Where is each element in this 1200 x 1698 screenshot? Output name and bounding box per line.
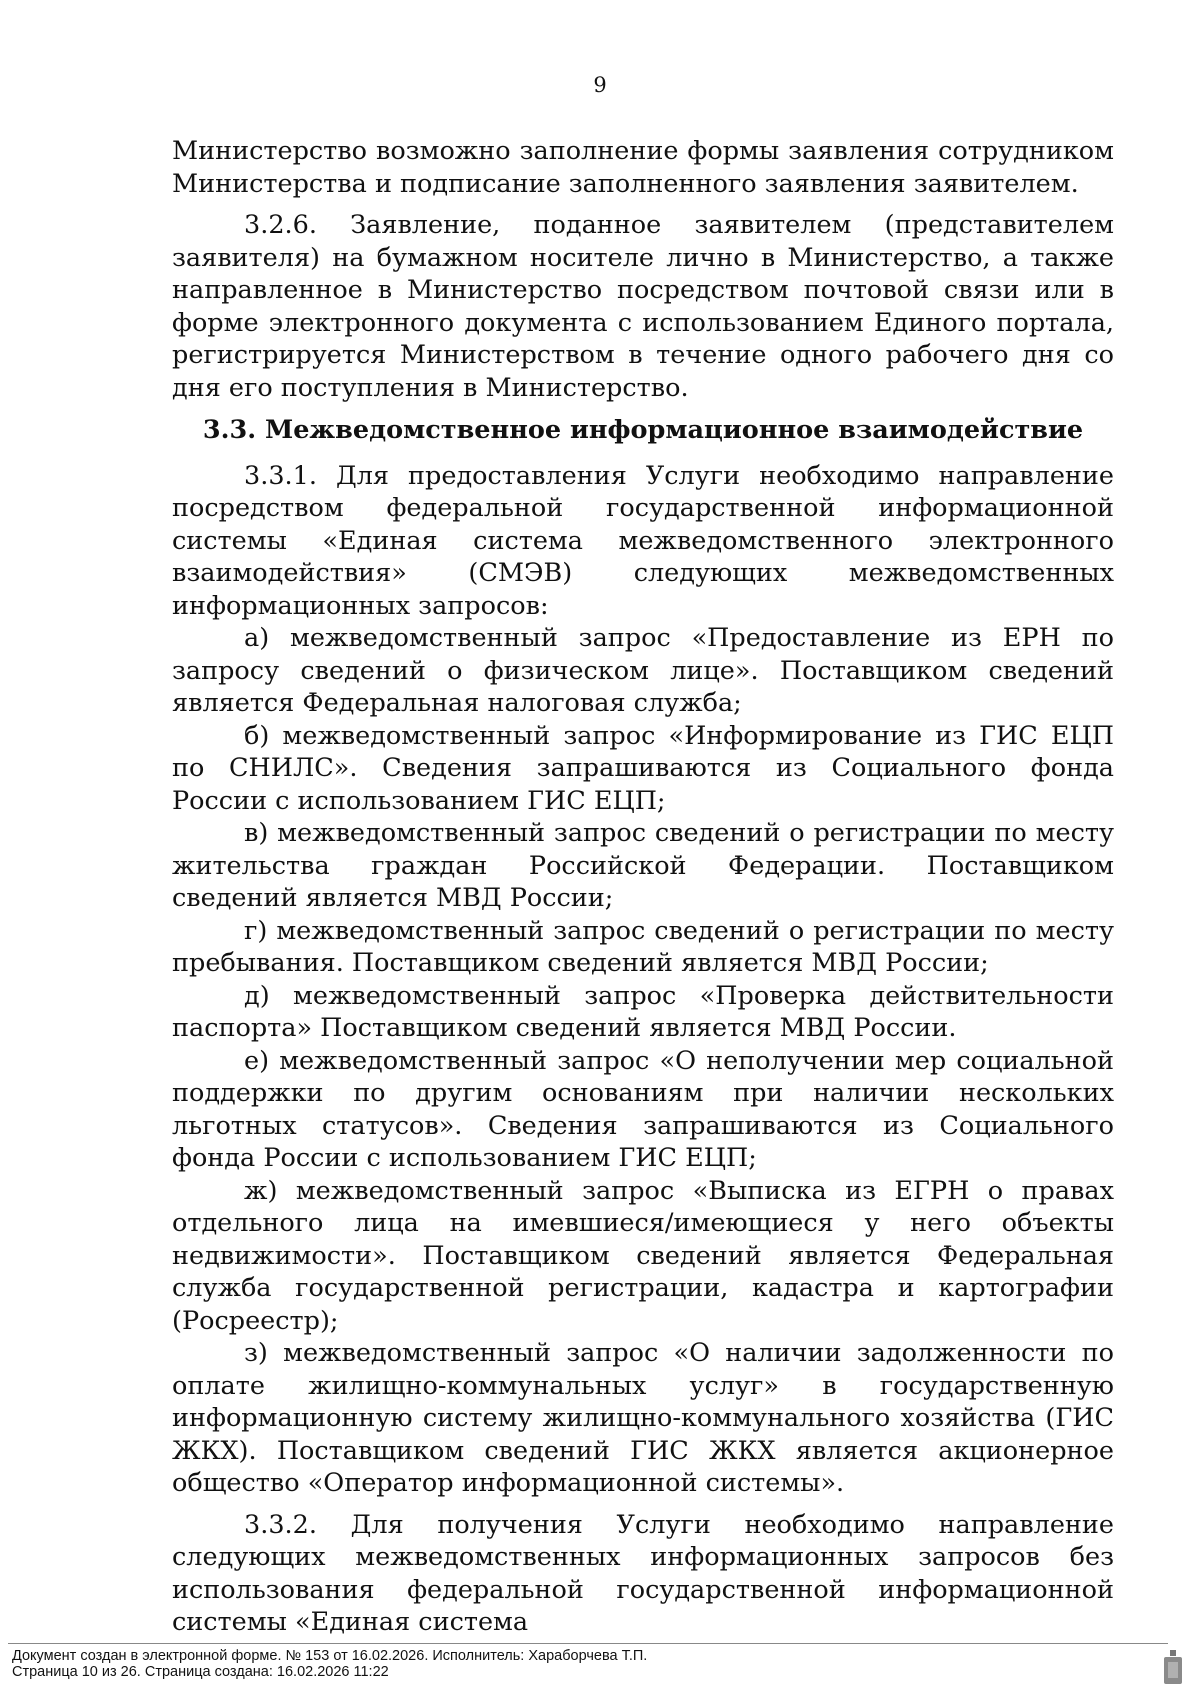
coat-of-arms-icon (1162, 1650, 1184, 1686)
paragraph-3-2-6: 3.2.6. Заявление, поданное заявителем (представителем заявителя) на бумажном носителе лично в Министерство, а также направленное в Министерство посредством почтовой связи или в форме электронного документа с использованием Единого портала, регистрируется Министерством в течение одного рабочего дня со дня его поступления в Министерство. (172, 210, 1114, 403)
section-heading-3-3: 3.3. Межведомственное информационное взаимодействие (202, 415, 1084, 445)
paragraph-3-3-1: 3.3.1. Для предоставления Услуги необходимо направление посредством федеральной государственной информационной системы «Единая система межведомственного электронного взаимодействия» (СМЭВ) следующих межведомственных информационных запросов: (172, 460, 1114, 621)
list-item-d: д) межведомственный запрос «Проверка действительности паспорта» Поставщиком сведений является МВД России. (172, 980, 1114, 1043)
list-item-e: е) межведомственный запрос «О неполучении мер социальной поддержки по другим основаниям при наличии нескольких льготных статусов». Сведения запрашиваются из Социального фонда России с использованием ГИС ЕЦП; (172, 1045, 1114, 1173)
list-item-v: в) межведомственный запрос сведений о регистрации по месту жительства граждан Российской Федерации. Поставщиком сведений является МВД России; (172, 818, 1114, 913)
footer-line-page: Страница 10 из 26. Страница создана: 16.02.2026 11:22 (12, 1664, 389, 1680)
document-footer (12, 1648, 647, 1680)
list-item-g: г) межведомственный запрос сведений о регистрации по месту пребывания. Поставщиком сведений является МВД России; (172, 915, 1114, 978)
footer-divider (8, 1643, 1168, 1644)
paragraph: Министерство возможно заполнение формы заявления сотрудником Министерства и подписание заполненного заявления заявителем. (172, 136, 1114, 199)
list-item-a: а) межведомственный запрос «Предоставление из ЕРН по запросу сведений о физическом лице». Поставщиком сведений является Федеральная налоговая служба; (172, 623, 1114, 718)
document-body (172, 135, 1114, 1639)
page-number: 9 (593, 73, 607, 97)
paragraph-3-3-2: 3.3.2. Для получения Услуги необходимо направление следующих межведомственных информационных запросов без использования федеральной государственной информационной системы «Единая система (172, 1509, 1114, 1637)
list-item-z: з) межведомственный запрос «О наличии задолженности по оплате жилищно-коммунальных услуг» в государственную информационную систему жилищно-коммунального хозяйства (ГИС ЖКХ). Поставщиком сведений ГИС ЖКХ является акционерное общество «Оператор информационной системы». (172, 1338, 1114, 1498)
list-item-b: б) межведомственный запрос «Информирование из ГИС ЕЦП по СНИЛС». Сведения запрашиваются из Социального фонда России с использованием ГИС ЕЦП; (172, 720, 1114, 816)
footer-line-document: Документ создан в электронной форме. № 153 от 16.02.2026. Исполнитель: Харaборчева Т.П. (12, 1648, 648, 1664)
list-item-zh: ж) межведомственный запрос «Выписка из ЕГРН о правах отдельного лица на имевшиеся/имеющиеся у него объекты недвижимости». Поставщиком сведений является Федеральная служба государственной регистрации, кадастра и картографии (Росреестр); (172, 1175, 1114, 1336)
